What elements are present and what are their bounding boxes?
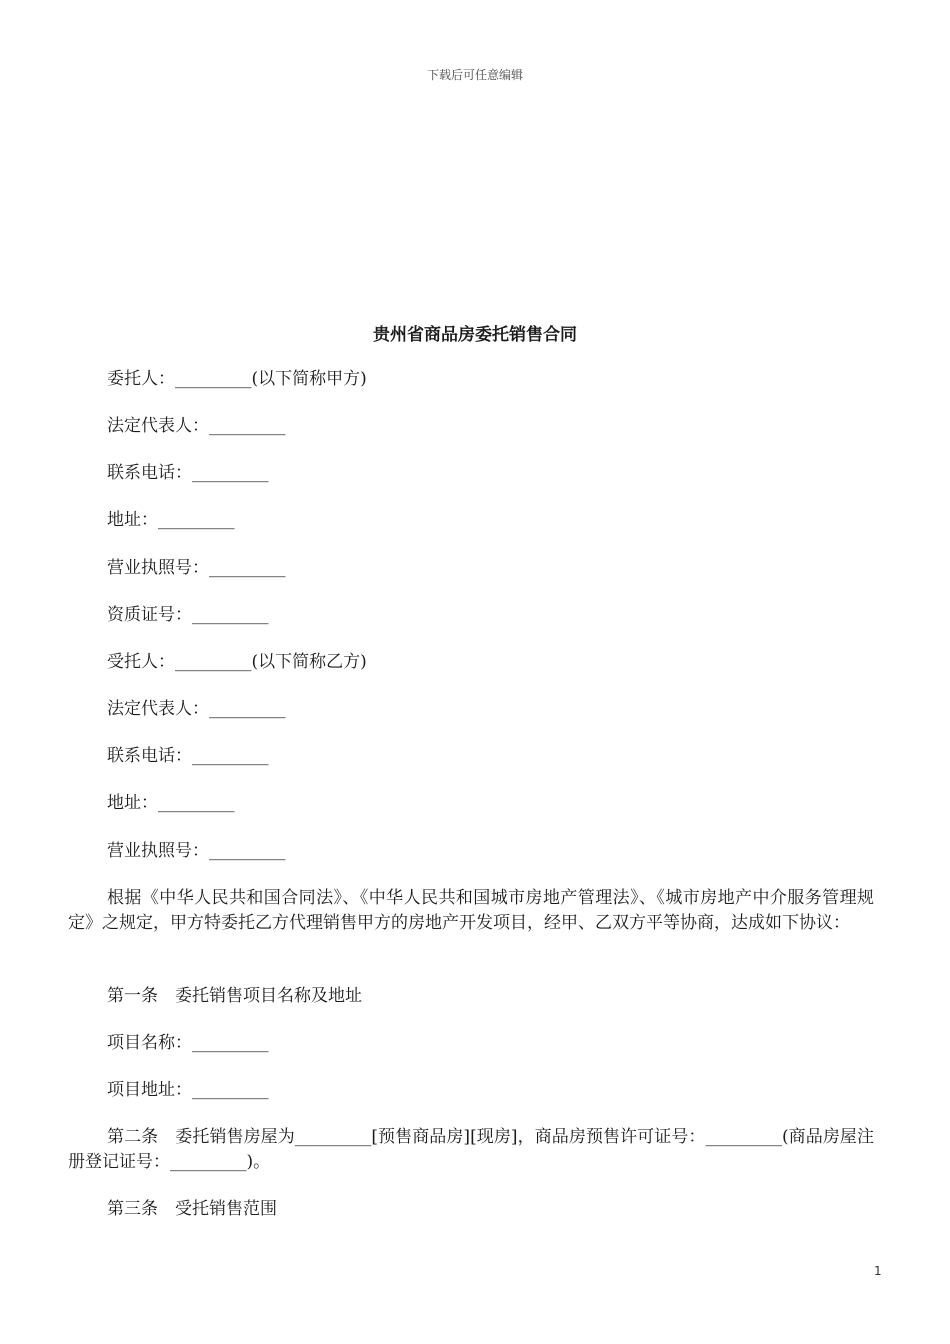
- project-name-line: 项目名称：_________: [107, 1033, 269, 1053]
- header-note: 下载后可任意编辑: [426, 68, 523, 82]
- agent-license-line: 营业执照号：_________: [107, 841, 286, 861]
- page-number: 1: [874, 1264, 882, 1278]
- article2-paragraph: 第二条 委托销售房屋为_________[预售商品房][现房]，商品房预售许可证号：_________(商品房屋注册登记证号：_________)。: [68, 1127, 874, 1172]
- article3-heading: 第三条 受托销售范围: [107, 1199, 277, 1219]
- document-title: 贵州省商品房委托销售合同: [373, 325, 577, 345]
- principal-license-line: 营业执照号：_________: [107, 558, 286, 578]
- agent-line: 受托人：_________(以下简称乙方): [107, 652, 367, 672]
- principal-qualification-line: 资质证号：_________: [107, 605, 269, 625]
- principal-legal-rep-line: 法定代表人：_________: [107, 416, 286, 436]
- principal-line: 委托人：_________(以下简称甲方): [107, 369, 367, 389]
- principal-address-line: 地址：_________: [107, 510, 235, 530]
- article1-heading: 第一条 委托销售项目名称及地址: [107, 986, 362, 1006]
- project-address-line: 项目地址：_________: [107, 1080, 269, 1100]
- agent-legal-rep-line: 法定代表人：_________: [107, 699, 286, 719]
- preamble-paragraph: 根据《中华人民共和国合同法》、《中华人民共和国城市房地产管理法》、《城市房地产中介服务管理规定》之规定，甲方特委托乙方代理销售甲方的房地产开发项目，经甲、乙双方平等协商，达成如下协议：: [68, 888, 874, 933]
- principal-phone-line: 联系电话：_________: [107, 463, 269, 483]
- agent-address-line: 地址：_________: [107, 793, 235, 813]
- agent-phone-line: 联系电话：_________: [107, 746, 269, 766]
